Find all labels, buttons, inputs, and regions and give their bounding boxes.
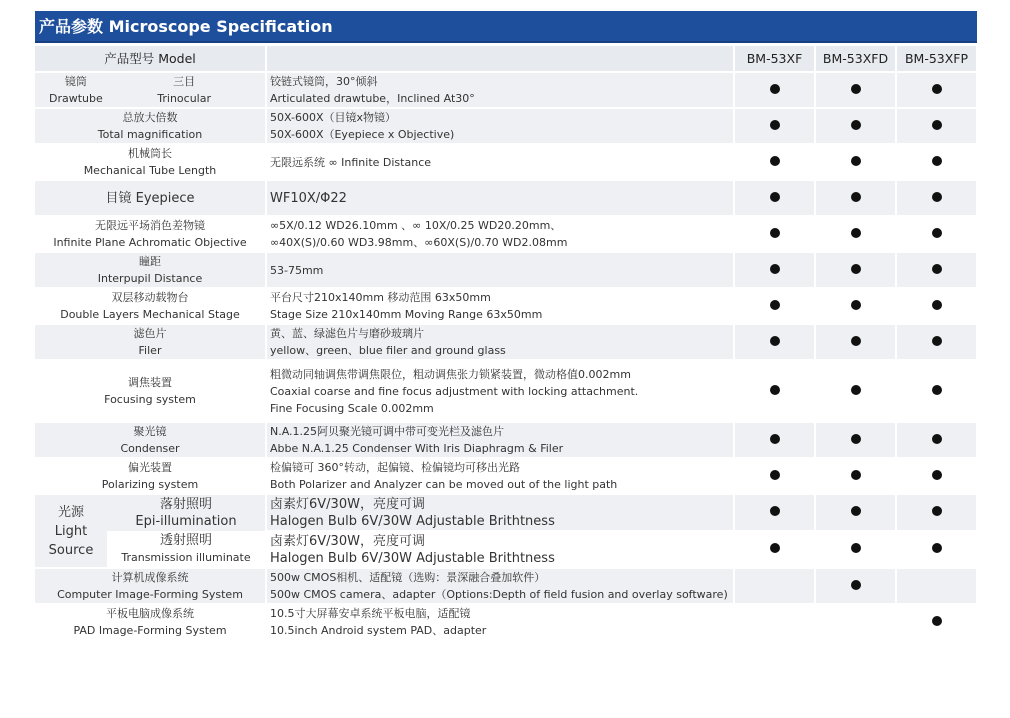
- spec-name: [35, 423, 265, 457]
- spec-name: [35, 217, 265, 251]
- included-dot-icon: [770, 506, 780, 516]
- mark-cell: [897, 532, 976, 567]
- table-row: [35, 459, 976, 493]
- spec-name: 目镜 Eyepiece: [35, 181, 265, 215]
- mark-cell: [897, 325, 976, 359]
- spec-desc: [267, 217, 733, 251]
- included-dot-icon: [851, 470, 861, 480]
- table-row: [35, 423, 976, 457]
- page-title: 产品参数 Microscope Specification: [35, 11, 977, 43]
- mark-cell: [816, 73, 895, 107]
- spec-desc: [267, 109, 733, 143]
- included-dot-icon: [932, 156, 942, 166]
- included-dot-icon: [770, 470, 780, 480]
- spec-desc: [267, 145, 733, 179]
- cell-text-line: 计算机成像系统: [111, 571, 189, 584]
- mark-cell: [816, 181, 895, 215]
- cell-text-block: 光源: [57, 504, 84, 520]
- light-source-group: [35, 495, 265, 567]
- mark-cell: [735, 459, 814, 493]
- spec-name-en: Transmission illuminate: [121, 551, 251, 564]
- mark-cell: [816, 569, 895, 603]
- cell-text-line: 10.5inch Android system PAD、adapter: [270, 624, 487, 637]
- cell-text-line: Condenser: [120, 442, 180, 455]
- cell-text-line: 调焦装置: [128, 376, 172, 389]
- spec-desc: [267, 459, 733, 493]
- spec-name: [35, 569, 265, 603]
- included-dot-icon: [770, 336, 780, 346]
- included-dot-icon: [932, 543, 942, 553]
- cell-text-block: [49, 73, 103, 107]
- included-dot-icon: [770, 385, 780, 395]
- mark-cell: [816, 532, 895, 567]
- spec-table: [33, 44, 978, 641]
- cell-text-line: ∞5X/0.12 WD26.10mm 、∞ 10X/0.25 WD20.20mm、: [270, 219, 562, 232]
- included-dot-icon: [851, 156, 861, 166]
- table-row: [35, 217, 976, 251]
- cell-text-line: 10.5寸大屏幕安卓系统平板电脑，适配镜: [270, 607, 471, 620]
- cell-text-line: 瞳距: [139, 255, 161, 268]
- mark-cell: [897, 569, 976, 603]
- table-row: [35, 253, 976, 287]
- cell-text-line: Mechanical Tube Length: [83, 164, 217, 177]
- mark-cell: [735, 73, 814, 107]
- mark-cell: [816, 289, 895, 323]
- included-dot-icon: [770, 300, 780, 310]
- cell-text-line: Polarizing system: [101, 478, 199, 491]
- spec-name: [35, 459, 265, 493]
- included-dot-icon: [932, 84, 942, 94]
- cell-text-line: 卤素灯6V/30W，亮度可调: [270, 496, 425, 512]
- header-model-1: BM-53XF: [735, 46, 814, 71]
- table-header-row: [35, 46, 976, 71]
- mark-cell: [897, 73, 976, 107]
- cell-text-line: 平板电脑成像系统: [106, 607, 194, 620]
- header-model-label: 产品型号 Model: [35, 46, 265, 71]
- mark-cell: [897, 145, 976, 179]
- included-dot-icon: [851, 580, 861, 590]
- spec-name-en: Drawtube: [49, 92, 103, 105]
- spec-name-en: Trinocular: [157, 92, 211, 105]
- included-dot-icon: [770, 120, 780, 130]
- included-dot-icon: [851, 300, 861, 310]
- cell-text-line: Interpupil Distance: [97, 272, 203, 285]
- included-dot-icon: [770, 84, 780, 94]
- spec-name-cn: 三目: [173, 75, 196, 88]
- cell-text-line: 500w CMOS camera、adapter（Options:Depth of field fusion and overlay software): [270, 588, 728, 601]
- cell-text-line: 铰链式镜筒，30°倾斜: [270, 75, 378, 88]
- cell-text-line: Articulated drawtube，Inclined At30°: [270, 92, 475, 105]
- mark-cell: [816, 361, 895, 421]
- mark-cell: [735, 569, 814, 603]
- mark-cell: [816, 459, 895, 493]
- table-row: [35, 605, 976, 639]
- mark-cell: [816, 605, 895, 639]
- cell-text-line: yellow、green、blue filer and ground glass: [270, 344, 506, 357]
- included-dot-icon: [770, 264, 780, 274]
- spec-desc: [267, 423, 733, 457]
- cell-text-line: 检偏镜可 360°转动，起偏镜、检偏镜均可移出光路: [270, 461, 520, 474]
- mark-cell: [897, 289, 976, 323]
- spec-name: [35, 253, 265, 287]
- cell-text-line: 50X-600X（目镜x物镜）: [270, 111, 396, 124]
- mark-cell: [897, 181, 976, 215]
- mark-cell: [897, 605, 976, 639]
- included-dot-icon: [851, 543, 861, 553]
- mark-cell: [897, 253, 976, 287]
- cell-text-line: Filer: [138, 344, 162, 357]
- included-dot-icon: [932, 616, 942, 626]
- mark-cell: [735, 253, 814, 287]
- table-row: [35, 73, 976, 107]
- included-dot-icon: [770, 543, 780, 553]
- spec-desc: [267, 325, 733, 359]
- included-dot-icon: [851, 336, 861, 346]
- included-dot-icon: [932, 300, 942, 310]
- table-row: [35, 361, 976, 421]
- spec-desc: [267, 495, 733, 530]
- mark-cell: [735, 181, 814, 215]
- cell-text-line: Coaxial coarse and fine focus adjustment with locking attachment.: [270, 384, 639, 398]
- included-dot-icon: [770, 228, 780, 238]
- spec-name: [35, 73, 265, 107]
- mark-cell: [816, 253, 895, 287]
- included-dot-icon: [851, 434, 861, 444]
- cell-text-line: 500w CMOS相机、适配镜（选购：景深融合叠加软件）: [270, 571, 546, 584]
- cell-text-line: Computer Image-Forming System: [57, 588, 243, 601]
- spec-name: [35, 325, 265, 359]
- included-dot-icon: [851, 228, 861, 238]
- cell-text-line: Halogen Bulb 6V/30W Adjustable Brithtness: [270, 550, 555, 566]
- included-dot-icon: [932, 385, 942, 395]
- included-dot-icon: [932, 336, 942, 346]
- mark-cell: [897, 423, 976, 457]
- cell-text-line: 无限远平场消色差物镜: [95, 219, 205, 232]
- cell-text-line: Double Layers Mechanical Stage: [60, 308, 240, 321]
- cell-text-line: 53-75mm: [270, 263, 324, 277]
- spec-name-cn: 透射照明: [159, 533, 212, 548]
- cell-text-line: Abbe N.A.1.25 Condenser With Iris Diaphragm & Filer: [270, 442, 564, 455]
- cell-text-line: Focusing system: [104, 393, 196, 406]
- mark-cell: [816, 145, 895, 179]
- mark-cell: [735, 145, 814, 179]
- mark-cell: [816, 423, 895, 457]
- spec-desc: [267, 253, 733, 287]
- mark-cell: [897, 109, 976, 143]
- included-dot-icon: [932, 506, 942, 516]
- cell-text-line: Stage Size 210x140mm Moving Range 63x50mm: [270, 308, 543, 321]
- included-dot-icon: [851, 264, 861, 274]
- cell-text-line: 平台尺寸210x140mm 移动范围 63x50mm: [270, 291, 491, 304]
- mark-cell: [735, 289, 814, 323]
- cell-text-line: 总放大倍数: [122, 111, 178, 124]
- cell-text-block: Source: [48, 542, 94, 558]
- cell-text-line: 50X-600X（Eyepiece x Objective): [270, 128, 455, 141]
- included-dot-icon: [932, 228, 942, 238]
- included-dot-icon: [851, 385, 861, 395]
- included-dot-icon: [932, 434, 942, 444]
- spec-name: [35, 145, 265, 179]
- cell-text-block: [157, 73, 211, 107]
- cell-text-line: Fine Focusing Scale 0.002mm: [270, 401, 434, 415]
- table-row: [35, 325, 976, 359]
- cell-text-block: Light: [54, 523, 88, 539]
- spec-desc: [267, 605, 733, 639]
- mark-cell: [735, 495, 814, 530]
- header-blank: [267, 46, 733, 71]
- cell-text-line: 卤素灯6V/30W，亮度可调: [270, 533, 425, 549]
- table-row: [35, 289, 976, 323]
- included-dot-icon: [932, 264, 942, 274]
- mark-cell: [816, 325, 895, 359]
- light-source-label: [35, 495, 107, 567]
- mark-cell: [897, 361, 976, 421]
- included-dot-icon: [851, 506, 861, 516]
- cell-text-line: 无限远系统 ∞ Infinite Distance: [270, 155, 432, 169]
- mark-cell: [816, 109, 895, 143]
- spec-desc: [267, 289, 733, 323]
- mark-cell: [816, 495, 895, 530]
- mark-cell: [735, 217, 814, 251]
- spec-desc: [267, 73, 733, 107]
- included-dot-icon: [770, 192, 780, 202]
- mark-cell: [897, 459, 976, 493]
- table-row: [35, 145, 976, 179]
- cell-text-line: 机械筒长: [128, 147, 172, 160]
- spec-desc: [267, 532, 733, 567]
- spec-desc: [267, 569, 733, 603]
- mark-cell: [897, 495, 976, 530]
- spec-name-cn: 落射照明: [159, 497, 212, 512]
- cell-text-line: 黄、蓝、绿滤色片与磨砂玻璃片: [270, 327, 424, 340]
- included-dot-icon: [770, 434, 780, 444]
- included-dot-icon: [932, 192, 942, 202]
- spec-desc: [267, 181, 733, 215]
- included-dot-icon: [851, 120, 861, 130]
- cell-text-line: Both Polarizer and Analyzer can be moved out of the light path: [270, 478, 618, 491]
- spec-name-en: Epi-illumination: [135, 514, 237, 529]
- header-model-3: BM-53XFP: [897, 46, 976, 71]
- cell-text-line: Infinite Plane Achromatic Objective: [53, 236, 247, 249]
- included-dot-icon: [770, 156, 780, 166]
- mark-cell: [735, 361, 814, 421]
- table-row: [35, 495, 976, 530]
- table-row: [35, 181, 976, 215]
- cell-text-line: 聚光镜: [133, 425, 167, 438]
- included-dot-icon: [851, 84, 861, 94]
- mark-cell: [735, 325, 814, 359]
- table-row: [35, 569, 976, 603]
- spec-desc: [267, 361, 733, 421]
- cell-text-line: 粗微动同轴调焦带调焦限位，粗动调焦张力锁紧装置，微动格值0.002mm: [270, 367, 631, 381]
- cell-text-line: N.A.1.25阿贝聚光镜可调中带可变光栏及滤色片: [270, 425, 505, 438]
- included-dot-icon: [932, 120, 942, 130]
- mark-cell: [735, 423, 814, 457]
- cell-text-line: ∞40X(S)/0.60 WD3.98mm、∞60X(S)/0.70 WD2.08mm: [270, 236, 568, 249]
- spec-name: [35, 109, 265, 143]
- mark-cell: [897, 217, 976, 251]
- spec-name: [35, 605, 265, 639]
- header-model-2: BM-53XFD: [816, 46, 895, 71]
- mark-cell: [735, 605, 814, 639]
- table-row: [35, 109, 976, 143]
- mark-cell: [735, 109, 814, 143]
- cell-text-line: 滤色片: [133, 327, 167, 340]
- cell-text-line: PAD Image-Forming System: [73, 624, 227, 637]
- included-dot-icon: [932, 470, 942, 480]
- included-dot-icon: [851, 192, 861, 202]
- cell-text-line: Total magnification: [97, 128, 203, 141]
- spec-name: [35, 289, 265, 323]
- spec-name-cn: 镜筒: [64, 75, 87, 88]
- cell-text-line: WF10X/Φ22: [270, 190, 347, 206]
- spec-name: [35, 361, 265, 421]
- cell-text-line: 双层移动载物台: [111, 291, 189, 304]
- cell-text-line: 偏光装置: [128, 461, 172, 474]
- mark-cell: [816, 217, 895, 251]
- cell-text-line: Halogen Bulb 6V/30W Adjustable Brithtness: [270, 513, 555, 529]
- mark-cell: [735, 532, 814, 567]
